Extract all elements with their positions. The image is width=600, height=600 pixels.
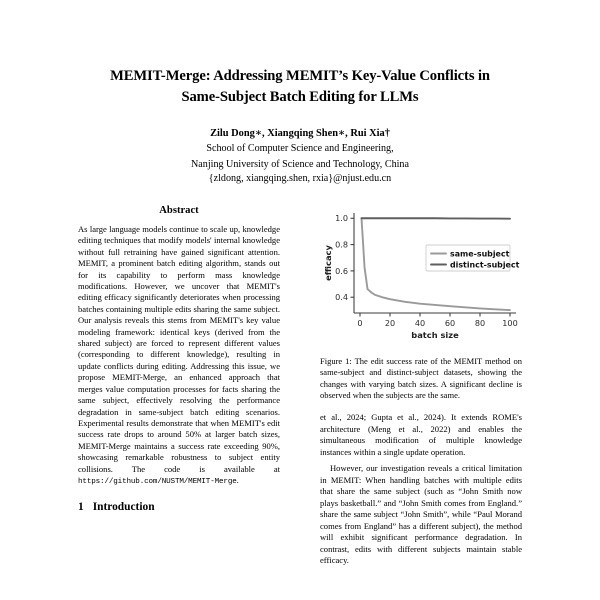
section-heading-introduction [78,501,280,513]
page-title [56,66,544,107]
code-url-link[interactable]: https://github.com/NUSTM/MEMIT-Merge [78,477,237,486]
right-column-paragraph-1: et al., 2024; Gupta et al., 2024). It extends ROME's architecture (Meng et al., 2022) and enables the simultaneous modification of multiple knowledge instances within a single update operation. [320,412,522,457]
right-column [320,205,522,600]
x-axis-label: batch size [411,330,459,340]
author-email: {zldong, xiangqing.shen, rxia}@njust.edu.cn [208,173,392,185]
x-tick-label: 100 [502,318,518,328]
title-block [0,0,600,186]
abstract-text-part-1: As large language models continue to scale up, knowledge editing techniques that modify models' internal knowledge without full retraining have gained significant attention. MEMIT, a prominent batch editing algorithm, stands out for its capability to perform mass knowledge modifications. However, we uncover that MEMIT's editing efficacy significantly deteriorates when processing batches containing multiple edits sharing the same subject. Our analysis reveals this stems from MEMIT's key value modeling framework: identical keys (derived from the shared subject) are forced to represent different values (corresponding to different knowledge), resulting in update conflicts during editing. Addressing this issue, we propose MEMIT-Merge, an enhanced approach that merges value computation processes for facts sharing the same subject, effectively resolving the performance degradation in same-subject batch editing scenarios. Experimental results demonstrate that when MEMIT's edit success rate drops to around 50% at larger batch sizes, MEMIT-Merge maintains a success rate exceeding 90%, showcasing remarkable robustness to subject entity collisions. The code is available at [78,224,280,474]
affiliation-line-1: School of Computer Science and Engineering, [206,143,394,155]
x-tick-label: 20 [384,318,396,328]
y-tick-label: 1.0 [335,213,348,224]
figure-1-chart [320,205,522,347]
x-tick-label: 40 [414,318,426,328]
y-axis-label: efficacy [323,245,333,281]
author-list: Zilu Dong∗, Xiangqing Shen∗, Rui Xia† [210,128,390,140]
x-tick-label: 60 [444,318,456,328]
section-title: Introduction [92,501,155,514]
abstract-body [78,224,280,487]
section-number: 1 [78,501,84,514]
paper-title-line-2: Same-Subject Batch Editing for LLMs [181,88,419,105]
right-column-paragraph-2: However, our investigation reveals a critical limitation in MEMIT: When handling batches with multiple edits that share the same subject (such as “John Smith now plays basketball.” and “John Smith comes from England.” share the same subject “John Smith”, while “Paul Morand comes from England” has a different subject), the method will exhibit significant performance degradation. In contrast, edits with different subjects maintain stable efficacy. [320,463,522,565]
y-tick-label: 0.8 [335,239,348,250]
legend-label: distinct-subject [450,260,520,270]
x-axis-ticks [357,313,517,328]
two-column-body [0,205,600,600]
affiliation-line-2: Nanjing University of Science and Technology, China [191,158,409,170]
x-tick-label: 0 [357,318,363,328]
figure-1 [320,205,522,401]
y-tick-label: 0.4 [335,292,348,303]
abstract-heading: Abstract [159,205,199,216]
y-axis-ticks [335,213,354,302]
abstract-text-part-2: . [236,474,239,485]
legend-label: same-subject [450,249,510,259]
x-tick-label: 80 [474,318,486,328]
figure-1-label: Figure 1: [320,356,352,366]
figure-1-caption [320,356,522,401]
y-tick-label: 0.6 [335,265,348,276]
efficacy-line-chart [320,205,522,347]
left-column [78,205,280,600]
figure-1-caption-text: The edit success rate of the MEMIT method on same-subject and distinct-subject datasets, showing the changes with varying batch sizes. A significant decline is observed when the subjects are the same. [320,356,522,400]
paper-title-line-1: MEMIT-Merge: Addressing MEMIT’s Key-Value Conflicts in [110,68,490,84]
chart-legend [426,245,520,271]
